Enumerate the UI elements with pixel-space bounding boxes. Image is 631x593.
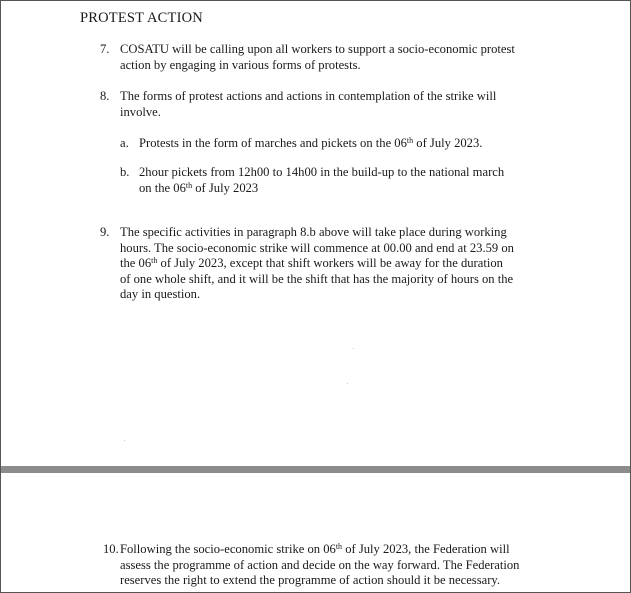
text-fragment: on the 06 bbox=[139, 180, 186, 195]
text-fragment: of July 2023. bbox=[413, 136, 483, 150]
text-fragment: Protests in the form of marches and pickets on the 06 bbox=[139, 136, 407, 150]
item-text bbox=[139, 136, 539, 152]
text-line: of one whole shift, and it will be the shift that has the majority of hours on the bbox=[120, 271, 514, 286]
text-line: COSATU will be calling upon all workers to support a socio-economic protest bbox=[120, 42, 515, 56]
text-line: hours. The socio-economic strike will commence at 00.00 and end at 23.59 on bbox=[120, 240, 514, 255]
item-number: 9. bbox=[100, 225, 110, 239]
item-number: 8. bbox=[100, 89, 110, 103]
text-fragment: of July 2023, except that shift workers will be away for the duration bbox=[157, 256, 503, 270]
ordinal-suffix: th bbox=[335, 542, 343, 551]
ordinal-suffix: th bbox=[185, 180, 193, 190]
section-heading: PROTEST ACTION bbox=[80, 10, 203, 26]
text-line bbox=[120, 256, 540, 272]
scan-speck bbox=[347, 383, 348, 384]
ordinal-suffix: th bbox=[151, 256, 158, 265]
item-number: a. bbox=[120, 136, 129, 150]
item-number: 7. bbox=[100, 42, 110, 56]
text-fragment: Following the socio-economic strike on 06 bbox=[120, 542, 336, 556]
text-fragment: of July 2023, the Federation will bbox=[342, 542, 510, 556]
item-text bbox=[120, 225, 540, 303]
item-text bbox=[120, 542, 540, 589]
scan-speck bbox=[353, 348, 354, 349]
text-line bbox=[120, 542, 540, 558]
text-line: action by engaging in various forms of protests. bbox=[120, 57, 361, 72]
page-separator bbox=[1, 466, 630, 473]
item-number: 10. bbox=[103, 542, 119, 556]
text-line bbox=[139, 181, 539, 197]
text-line: 2hour pickets from 12h00 to 14h00 in the build-up to the national march bbox=[139, 165, 505, 179]
item-text bbox=[139, 165, 539, 196]
text-line: reserves the right to extend the programme of action should it be necessary. bbox=[120, 573, 501, 587]
item-text bbox=[120, 42, 540, 73]
text-fragment: of July 2023 bbox=[192, 180, 259, 195]
text-line: assess the programme of action and decide on the way forward. The Federation bbox=[120, 557, 520, 572]
item-number: b. bbox=[120, 165, 130, 179]
scan-speck bbox=[124, 440, 125, 441]
text-line: The specific activities in paragraph 8.b above will take place during working bbox=[120, 225, 507, 239]
text-fragment: the 06 bbox=[120, 256, 152, 270]
text-line: The forms of protest actions and actions in contemplation of the strike will bbox=[120, 89, 497, 103]
text-line: involve. bbox=[120, 104, 161, 119]
ordinal-suffix: th bbox=[406, 136, 414, 145]
text-line bbox=[139, 136, 539, 152]
text-line: day in question. bbox=[120, 287, 201, 301]
item-text bbox=[120, 89, 540, 120]
